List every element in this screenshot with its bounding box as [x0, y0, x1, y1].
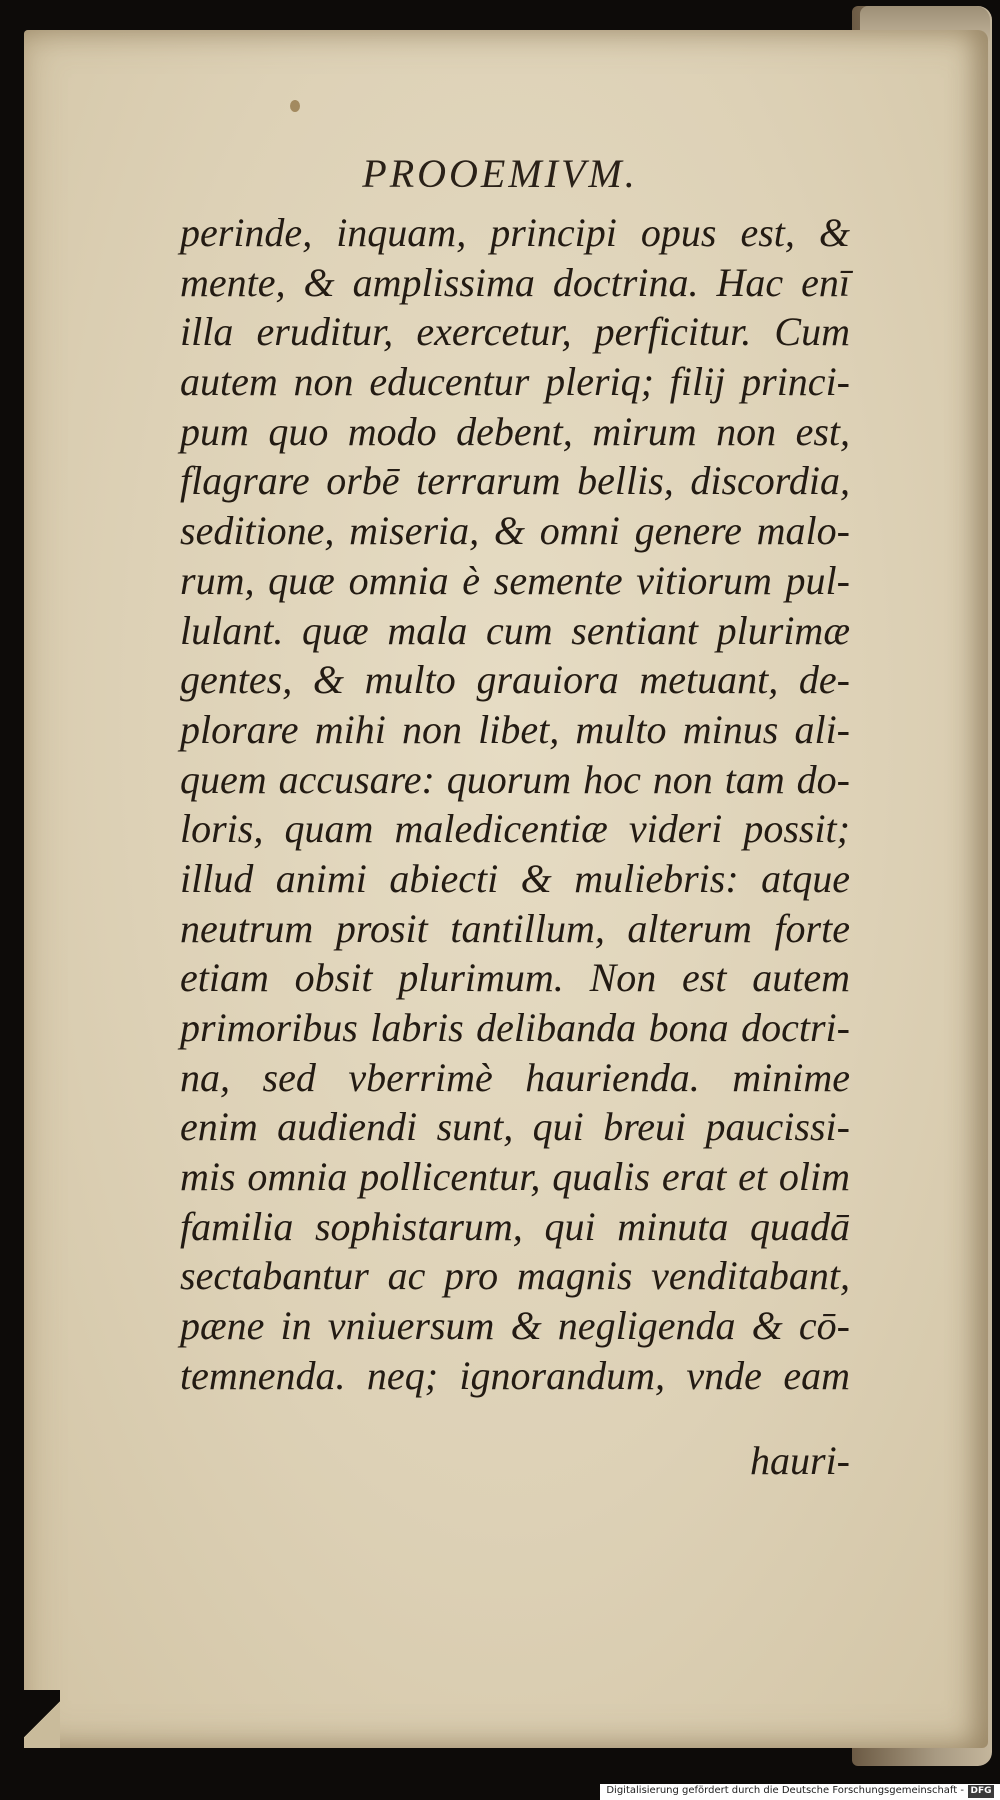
digitization-credit: Digitalisierung gefördert durch die Deutsche Forschungsgemeinschaft - — [606, 1785, 964, 1796]
text-line: quem accusare: quorum hoc non tam do- — [180, 756, 850, 802]
text-line: familia sophistarum, qui minuta quadā — [180, 1203, 850, 1249]
text-line: loris, quam maledicentiæ videri possit; — [180, 806, 850, 852]
text-line: illud animi abiecti & muliebris: atque — [180, 855, 850, 901]
text-line: neutrum prosit tantillum, alterum forte — [180, 905, 850, 951]
running-head: PROOEMIVM. — [362, 151, 638, 196]
text-line: na, sed vberrimè haurienda. minime — [180, 1054, 850, 1100]
text-line: illa eruditur, exercetur, perficitur. Cum — [180, 309, 850, 355]
text-line: mente, & amplissima doctrina. Hac enī — [180, 259, 850, 305]
page-text-block — [180, 208, 850, 1401]
text-line: plorare mihi non libet, multo minus ali- — [180, 706, 850, 752]
text-line: lulant. quæ mala cum sentiant plurimæ — [180, 607, 850, 653]
text-line: flagrare orbē terrarum bellis, discordia, — [180, 458, 850, 504]
text-line: enim audiendi sunt, qui breui paucissi- — [180, 1104, 850, 1150]
text-line: pæne in vniuersum & negligenda & cō- — [180, 1303, 850, 1349]
text-line: autem non educentur pleriq; filij princi- — [180, 359, 850, 405]
page-corner-fold — [24, 1690, 60, 1748]
dfg-logo: DFG — [968, 1785, 994, 1798]
text-line: perinde, inquam, principi opus est, & — [180, 210, 850, 255]
text-line: primoribus labris delibanda bona doctri- — [180, 1005, 850, 1050]
text-line: seditione, miseria, & omni genere malo- — [180, 508, 850, 554]
text-line: pum quo modo debent, mirum non est, — [180, 408, 850, 454]
text-line: gentes, & multo grauiora metuant, de- — [180, 657, 850, 703]
text-line: mis omnia pollicentur, qualis erat et olim — [180, 1154, 850, 1200]
text-line: sectabantur ac pro magnis venditabant, — [180, 1253, 850, 1299]
catchword: hauri- — [750, 1438, 850, 1483]
ink-stain — [290, 100, 300, 112]
text-line: etiam obsit plurimum. Non est autem — [180, 955, 850, 1001]
text-line: temnenda. neq; ignorandum, vnde eam — [180, 1352, 850, 1398]
text-line: rum, quæ omnia è semente vitiorum pul- — [180, 557, 850, 603]
